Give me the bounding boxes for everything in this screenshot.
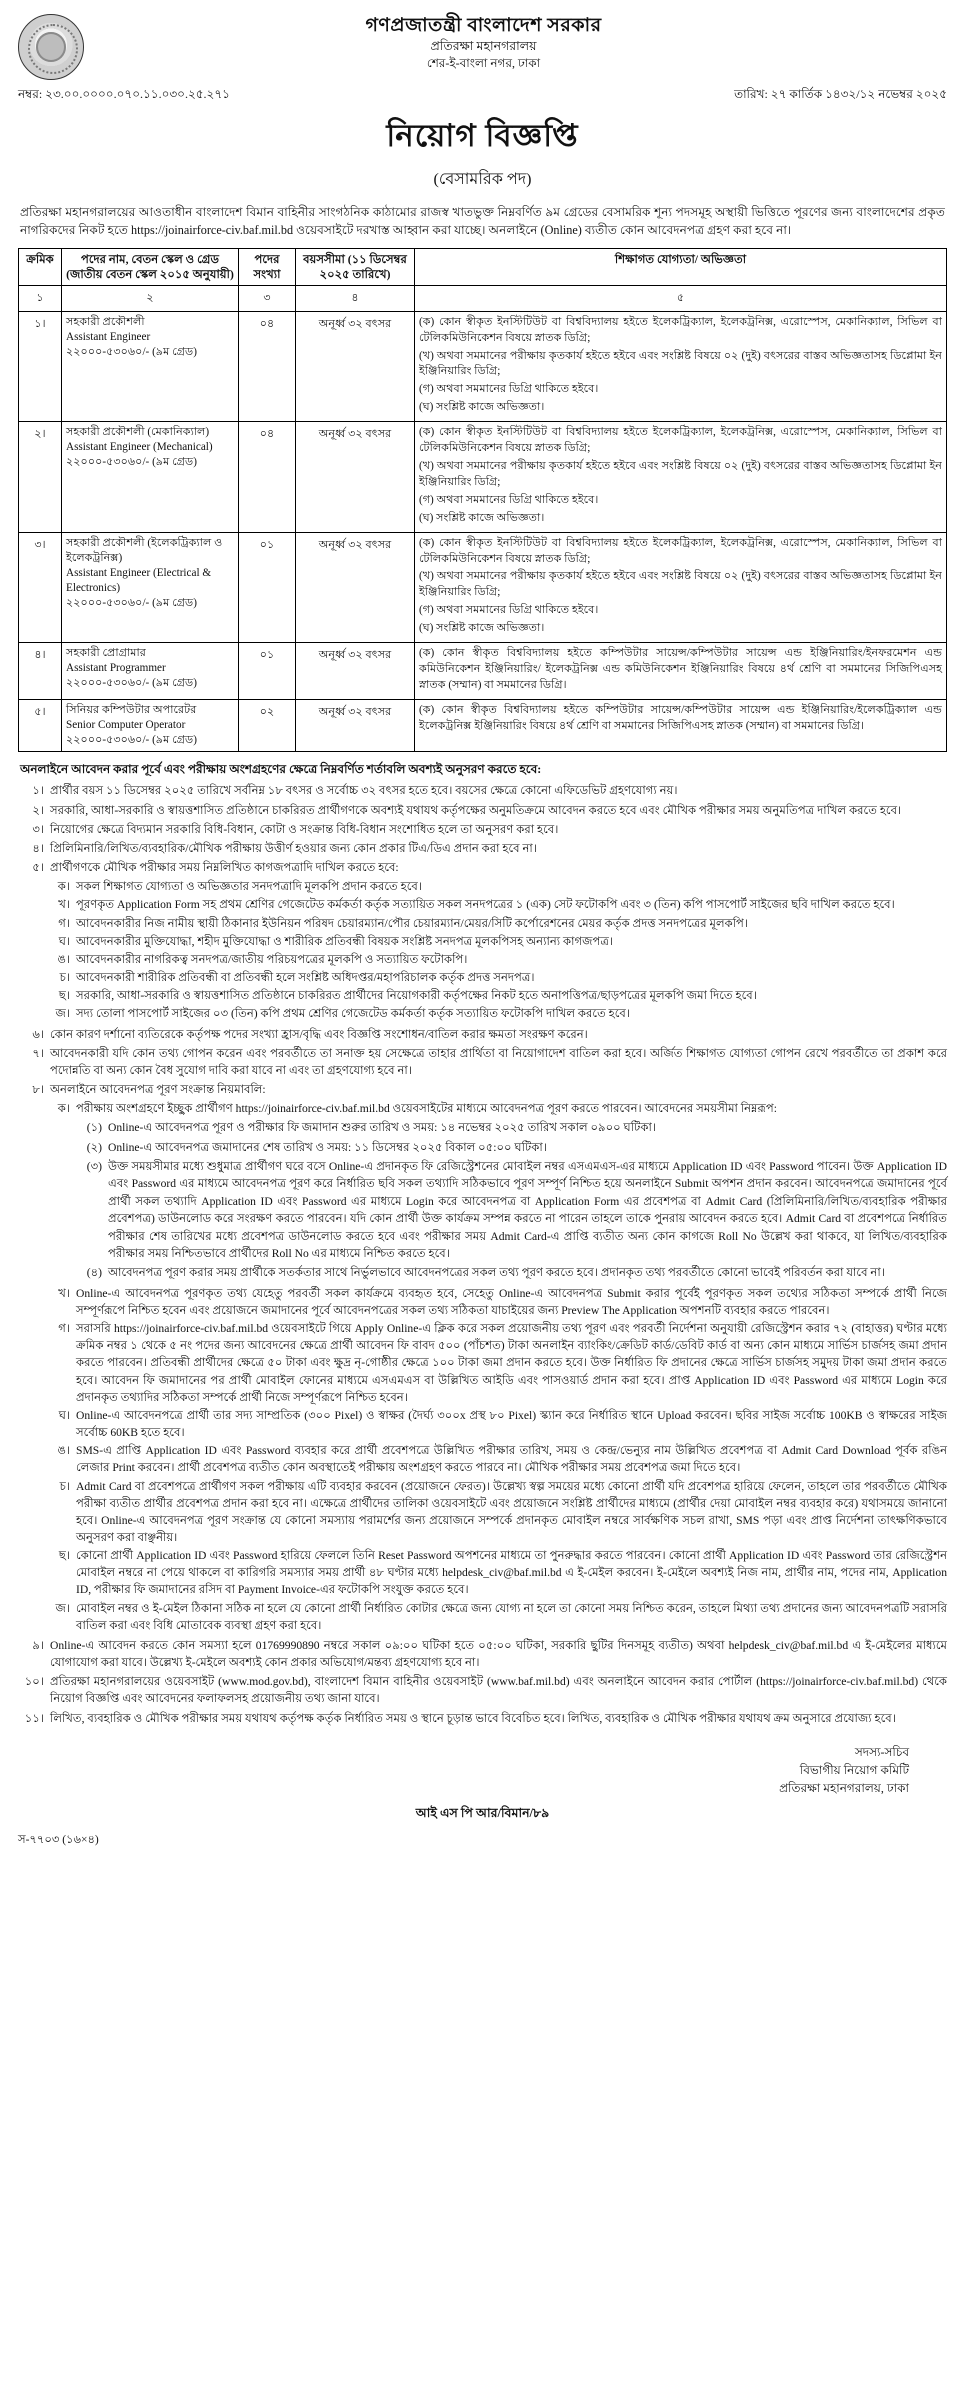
row-vacancy-count: ০১: [239, 643, 296, 700]
vacancy-table: [18, 248, 947, 752]
condition-sub-text: সরাসরি https://joinairforce-civ.baf.mil.bd ওয়েবসাইটে গিয়ে Apply Online-এ ক্লিক করে সকল প্রয়োজনীয় তথ্য পূরণ এবং পরবর্তী নির্দেশনা অনুযায়ী রেজিস্ট্রেশন করার ৭২ (বাহাত্তর) ঘণ্টার মধ্যে ক্রমিক নম্বর ১ থেকে ৫ নং পদের জন্য আবেদনের ক্ষেত্রে প্রার্থী আবেদন ফি বাবদ ৫০০ (পাঁচশত) টাকা অনলাইন ব্যাংকিং/ক্রেডিট কার্ড/ডেবিট কার্ড বা অন্য কোন মাধ্যমে সার্ভিস চার্জসহ জমা প্রদান করতে পারবেন। প্রতিবন্ধী প্রার্থীদের ক্ষেত্রে ৫০ টাকা এবং ক্ষুদ্র নৃ-গোষ্ঠীর ক্ষেত্রে ১০০ টাকা জমা প্রদান করতে হবে। উক্ত নির্ধারিত ফি প্রদানের ক্ষেত্রে সার্ভিস চার্জসহ সমুদয় টাকা জমা প্রদান করতে হবে। আবেদন ফি জমাদানের পর প্রার্থী মোবাইল ফোনের মাধ্যমে এসএমএস বা উল্লিখিত আইডি এবং পাসওয়ার্ড প্রদান করা হবে। প্রাপ্ত Application ID এবং Password এর মাধ্যমে Login করে প্রদানকৃত তথ্যাদির সঠিকতা সম্পর্কে প্রার্থী নিজে সম্পূর্ণরূপে নিশ্চিত হবেন।: [76, 1322, 947, 1404]
condition-sub-marker: ছ।: [58, 1549, 70, 1563]
condition-sub-text: পরীক্ষায় অংশগ্রহণে ইচ্ছুক প্রার্থীগণ https://joinairforce-civ.baf.mil.bd ওয়েবসাইটের মাধ্যমে আবেদনপত্র পূরণ করতে পারবেন। আবেদনের সময়সীমা নিম্নরূপ:: [76, 1102, 777, 1116]
qualification-line: (ঘ) সংশ্লিষ্ট কাজে অভিজ্ঞতা।: [419, 511, 545, 524]
signature-block: [18, 1743, 947, 1797]
condition-subsubitem: [76, 1158, 947, 1262]
col-post: পদের নাম, বেতন স্কেল ও গ্রেড (জাতীয় বেতন স্কেল ২০১৫ অনুযায়ী): [62, 248, 239, 285]
condition-body: [50, 802, 947, 819]
condition-sub-body: [76, 878, 947, 895]
condition-sub-marker: ঘ।: [58, 934, 70, 948]
ministry-name: প্রতিরক্ষা মহানগরালয়: [430, 38, 537, 53]
condition-subsub-text: Online-এ আবেদনপত্র পূরণ ও পরীক্ষার ফি জমাদান শুরুর তারিখ ও সময়: ১৪ নভেম্বর ২০২৫ তারিখ সকাল ০৯০০ ঘটিকা।: [108, 1121, 656, 1135]
condition-sub-marker: গ।: [58, 916, 70, 930]
condition-sub-body: [76, 1100, 947, 1284]
condition-subsub-marker: (৩): [86, 1160, 102, 1174]
condition-marker: ৬।: [32, 1027, 44, 1041]
table-body: [19, 311, 947, 751]
condition-text: প্রার্থীগণকে মৌখিক পরীক্ষার সময় নিম্নলিখিত কাগজপত্রাদি দাখিল করতে হবে:: [50, 861, 399, 875]
condition-sub-body: [76, 1407, 947, 1441]
row-serial: ৩।: [19, 532, 62, 642]
colnum-3: ৩: [239, 285, 296, 311]
condition-subitem: [50, 1478, 947, 1547]
condition-subitem: [50, 951, 947, 968]
condition-sub-marker: ক।: [57, 1102, 70, 1116]
condition-sub-marker: ছ।: [58, 989, 70, 1003]
condition-text: প্রিলিমিনারি/লিখিত/ব্যবহারিক/মৌখিক পরীক্ষায় উত্তীর্ণ হওয়ার জন্য কোন প্রকার টিএ/ডিএ প্রদান করা হবে না।: [50, 841, 537, 855]
qualification-line: (খ) অথবা সমমানের পরীক্ষায় কৃতকার্য হইতে হইবে এবং সংশ্লিষ্ট বিষয়ে ০২ (দুই) বৎসরের বাস্তব অভিজ্ঞতাসহ ডিপ্লোমা ইন ইঞ্জিনিয়ারিং ডিগ্রি;: [419, 570, 942, 599]
condition-sub-text: SMS-এ প্রাপ্তি Application ID এবং Password ব্যবহার করে প্রার্থী প্রবেশপত্রে উল্লিখিত পরীক্ষার তারিখ, সময় ও কেন্দ্র/ভেন্যুর নাম উল্লিখিত প্রবেশপত্র বা Admit Card Download পূর্বক রঙিন লেজার Print করবেন। প্রার্থী প্রবেশপত্র ব্যতীত কোন অবস্থাতেই পরীক্ষায় অংশগ্রহণ করতে পারবে না। মৌখিক পরীক্ষার সময় প্রবেশপত্র জমা দিতে হবে।: [76, 1444, 947, 1475]
condition-item: [18, 1081, 947, 1635]
page-title: নিয়োগ বিজ্ঞপ্তি: [386, 118, 579, 153]
post-name-en: Senior Computer Operator: [66, 718, 186, 731]
condition-subsubitem: [76, 1264, 947, 1281]
condition-subitem: [50, 1547, 947, 1598]
table-row: [19, 643, 947, 700]
memo-number: নম্বর: ২৩.০০.০০০০.০৭০.১১.০৩০.২৫.২৭১: [18, 87, 230, 101]
condition-sub-body: [76, 1005, 947, 1022]
condition-subitem: [50, 933, 947, 950]
colnum-4: ৪: [296, 285, 415, 311]
post-name-bn: সিনিয়র কম্পিউটার অপারেটর: [66, 703, 197, 716]
condition-sub-text: সরকারি, আধা-সরকারি ও স্বায়ত্তশাসিত প্রতিষ্ঠানে চাকরিরত প্রার্থীদের নিয়োগকারী কর্তৃপক্ষের নিকট হতে অনাপত্তিপত্র/ছাড়পত্রের মূলকপি জমা দিতে হবে।: [76, 989, 757, 1003]
qualification-line: (গ) অথবা সমমানের ডিগ্রি থাকিতে হইবে।: [419, 493, 599, 506]
col-qualification: শিক্ষাগত যোগ্যতা/ অভিজ্ঞতা: [415, 248, 947, 285]
row-vacancy-count: ০১: [239, 532, 296, 642]
row-post: [62, 311, 239, 421]
document-header: [18, 10, 947, 80]
condition-marker: ৮।: [32, 1082, 44, 1096]
condition-sublist: [50, 1100, 947, 1634]
condition-sub-text: মোবাইল নম্বর ও ই-মেইল ঠিকানা সঠিক না হলে যে কোনো প্রার্থী নির্ধারিত কোটার ক্ষেত্রে জন্য যোগ্য না হলে তা কোনো সময় নিশ্চিত করেন, তাহলে মিথ্যা তথ্য প্রদানের জন্য আবেদনপত্রটি সরাসরি বাতিল করা এবং বিধি মোতাবেক ব্যবস্থা গ্রহণ করা হবে।: [76, 1601, 947, 1632]
condition-body: [50, 1710, 947, 1727]
post-pay-scale: ২২০০০-৫৩০৬০/- (৯ম গ্রেড): [66, 345, 197, 358]
condition-sub-text: কোনো প্রার্থী Application ID এবং Password হারিয়ে ফেললে তিনি Reset Password অপশনের মাধ্যমে তা পুনরুদ্ধার করতে পারবেন। কোনো প্রার্থী Application ID এবং Password তার রেজিস্ট্রেশন মোবাইল নম্বরে না পেয়ে থাকলে বা কারিগরি সমস্যার সময় প্রার্থী ৪৮ ঘণ্টার মধ্যে helpdesk_civ@baf.mil.bd এ ই-মেইল করবেন। ই-মেইলে অবশ্যই নিজ নাম, প্রার্থীর নাম, পদের নাম, Application ID, পরীক্ষার ফি জমাদানের রসিদ বা Payment Invoice-এর ফটোকপি সংযুক্ত করতে হবে।: [76, 1549, 947, 1597]
row-age-limit: অনূর্ধ্ব ৩২ বৎসর: [296, 532, 415, 642]
qualification-line: (খ) অথবা সমমানের পরীক্ষায় কৃতকার্য হইতে হইবে এবং সংশ্লিষ্ট বিষয়ে ০২ (দুই) বৎসরের বাস্তব অভিজ্ঞতাসহ ডিপ্লোমা ইন ইঞ্জিনিয়ারিং ডিগ্রি;: [419, 349, 942, 378]
table-row: [19, 422, 947, 532]
row-serial: ২।: [19, 422, 62, 532]
condition-subitem: [50, 878, 947, 895]
condition-sub-text: পূরণকৃত Application Form সহ প্রথম শ্রেণির গেজেটেড কর্মকর্তা কর্তৃক সত্যায়িত সকল সনদপত্রের ১ (এক) সেট ফটোকপি এবং ৩ (তিন) কপি পাসপোর্ট সাইজের ছবি দাখিল করতে হবে।: [76, 898, 895, 912]
condition-text: অনলাইনে আবেদনপত্র পূরণ সংক্রান্ত নিয়মাবলি:: [50, 1082, 266, 1096]
row-age-limit: অনূর্ধ্ব ৩২ বৎসর: [296, 422, 415, 532]
row-age-limit: অনূর্ধ্ব ৩২ বৎসর: [296, 311, 415, 421]
post-name-en: Assistant Engineer (Electrical & Electronics): [66, 566, 212, 594]
condition-text: Online-এ আবেদন করতে কোন সমস্যা হলে 01769990890 নম্বরে সকাল ০৯:০০ ঘটিকা হতে ০৫:০০ ঘটিকা, সরকারি ছুটির দিনসমূহ ব্যতীত) অথবা helpdesk_civ@baf.mil.bd এ ই-মেইলের মাধ্যমে যোগাযোগ করা যাবে। উল্লেখ্য ই-মেইলে অবশ্যই কোন প্রকার অভিযোগ/মন্তব্য গ্রহণযোগ্য হবে না।: [50, 1638, 947, 1670]
condition-body: [50, 1045, 947, 1079]
col-count: পদের সংখ্যা: [239, 248, 296, 285]
condition-sub-marker: ঙ।: [57, 1444, 70, 1458]
condition-body: [50, 821, 947, 838]
conditions-heading: অনলাইনে আবেদন করার পূর্বে এবং পরীক্ষায় অংশগ্রহণের ক্ষেত্রে নিম্নবর্ণিত শর্তাবলি অবশ্যই অনুসরণ করতে হবে:: [20, 762, 542, 777]
condition-subitem: [50, 1320, 947, 1406]
condition-sub-marker: ঙ।: [57, 952, 70, 966]
row-vacancy-count: ০২: [239, 699, 296, 751]
condition-sub-text: Online-এ আবেদনপত্রে প্রার্থী তার সদ্য সাম্প্রতিক (৩০০ Pixel) ও স্বাক্ষর (দৈর্ঘ্য ৩০০x প্রস্থ ৮০ Pixel) স্ক্যান করে নির্ধারিত স্থানে Upload করবেন। ছবির সাইজ সর্বোচ্চ 100KB ও স্বাক্ষরের সাইজ সর্বোচ্চ 60KB হতে হবে।: [76, 1408, 947, 1440]
condition-body: [50, 1637, 947, 1671]
condition-item: [18, 802, 947, 819]
print-code: স-৭৭০৩ (১৬×৪): [18, 1833, 99, 1846]
condition-item: [18, 1710, 947, 1727]
condition-subitem: [50, 969, 947, 986]
condition-subsub-text: উক্ত সময়সীমার মধ্যে শুধুমাত্র প্রার্থীগণ ঘরে বসে Online-এ প্রদানকৃত ফি রেজিস্ট্রেশনের মোবাইল নম্বর এসএমএস-এর মাধ্যমে Application ID এবং Password পাবেন। উক্ত Application ID এবং Password এর মাধ্যমে আবেদনপত্র পূরণ করে নির্ধারিত ছবি সকল তথ্যাদি সঠিকভাবে পূরণ সম্পূর্ণ নিশ্চিত হয়ে অনলাইনে Submit অপশন প্রদান করবেন। আবেদনপত্রে জমাদানের পূর্বে প্রার্থী সকল তথ্যাদি Application ID এবং Password এর মাধ্যমে Login করে আবেদনপত্র বা Application Form এর প্রবেশপত্র বা Admit Card (প্রিলিমিনারি/লিখিত/ব্যবহারিক পরীক্ষার প্রবেশপত্র) ডাউনলোড করে সংরক্ষণ করতে পারবেন। যদি কোন প্রার্থী উক্ত কার্যক্রম সম্পন্ন করতে না পারেন তাহলে তাকে পুনরায় আবেদন করতে হবে। Admit Card বা প্রবেশপত্রে নির্ধারিত পরীক্ষার শেষ তারিখের মধ্যে প্রবেশপত্র ডাউনলোড করতে হবে এবং পরীক্ষার সময় Admit Card-এ প্রাপ্তি ব্যতীত অন্য কোন কাগজে Roll No উল্লেখ করা থাকবে, যা লিখিত/ব্যবহারিক পরীক্ষার সময় নিশ্চিতভাবে প্রার্থীদের Roll No এর মাধ্যমে নিশ্চিত করতে হবে।: [108, 1160, 947, 1261]
government-emblem-icon: [18, 14, 84, 80]
col-age: বয়সসীমা (১১ ডিসেম্বর ২০২৫ তারিখে): [296, 248, 415, 285]
government-name: গণপ্রজাতন্ত্রী বাংলাদেশ সরকার: [365, 15, 602, 36]
row-age-limit: অনূর্ধ্ব ৩২ বৎসর: [296, 643, 415, 700]
row-age-limit: অনূর্ধ্ব ৩২ বৎসর: [296, 699, 415, 751]
condition-sub-text: সকল শিক্ষাগত যোগ্যতা ও অভিজ্ঞতার সনদপত্রাদি মূলকপি প্রদান করতে হবে।: [76, 880, 422, 894]
row-post: [62, 532, 239, 642]
condition-sub-body: [76, 1285, 947, 1319]
qualification-line: (ক) কোন স্বীকৃত ইনস্টিটিউট বা বিশ্ববিদ্যালয় হইতে ইলেকট্রিক্যাল, ইলেকট্রনিক্স, এরোস্পেস, মেকানিক্যাল, সিভিল বা টেলিকমিউনিকেশন বিষয়ে স্নাতক ডিগ্রি;: [419, 426, 942, 455]
qualification-line: (গ) অথবা সমমানের ডিগ্রি থাকিতে হইবে।: [419, 604, 599, 617]
condition-item: [18, 840, 947, 857]
condition-marker: ২।: [32, 803, 44, 817]
post-pay-scale: ২২০০০-৫৩০৬০/- (৯ম গ্রেড): [66, 456, 197, 469]
condition-subsub-marker: (২): [86, 1140, 102, 1154]
row-vacancy-count: ০৪: [239, 422, 296, 532]
condition-marker: ১।: [32, 784, 44, 798]
qualification-line: (ঘ) সংশ্লিষ্ট কাজে অভিজ্ঞতা।: [419, 401, 545, 414]
table-row: [19, 532, 947, 642]
condition-marker: ৯।: [32, 1638, 44, 1652]
condition-marker: ১১।: [24, 1711, 44, 1725]
intro-paragraph: প্রতিরক্ষা মহানগরালয়ের আওতাধীন বাংলাদেশ বিমান বাহিনীর সাংগঠনিক কাঠামোর রাজস্ব খাতভুক্ত নিম্নবর্ণিত ৯ম গ্রেডের বেসামরিক শূন্য পদসমূহ অস্থায়ী ভিত্তিতে পূরণের জন্য বাংলাদেশের প্রকৃত নাগরিকদের নিকট হতে https://joinairforce-civ.baf.mil.bd ওয়েবসাইটে দরখাস্ত আহ্বান করা যাচ্ছে। অনলাইনে (Online) ব্যতীত কোন আবেদনপত্র গ্রহণ করা হবে না।: [20, 205, 945, 238]
condition-sub-body: [76, 1600, 947, 1634]
condition-body: [50, 1081, 947, 1635]
condition-sub-body: [76, 969, 947, 986]
condition-sub-marker: খ।: [58, 898, 70, 912]
conditions-list: [18, 782, 947, 1726]
row-serial: ৫।: [19, 699, 62, 751]
condition-sub-marker: চ।: [59, 971, 70, 985]
condition-subitem: [50, 1285, 947, 1319]
qualification-line: (ক) কোন স্বীকৃত বিশ্ববিদ্যালয় হইতে কম্পিউটার সায়েন্স/কম্পিউটার সায়েন্স এন্ড ইঞ্জিনিয়ারিং/ইলেকট্রিক্যাল এন্ড ইলেকট্রনিক্স ইঞ্জিনিয়ারিং বিষয়ে ৪র্থ শ্রেণি বা সমমানের সিজিপিএসহ স্নাতক (সম্মান) বা সমমানের ডিগ্রি।: [419, 703, 942, 732]
condition-item: [18, 1026, 947, 1043]
row-qualification: [415, 643, 947, 700]
condition-marker: ৭।: [32, 1046, 44, 1060]
ministry-address: শের-ই-বাংলা নগর, ঢাকা: [426, 55, 541, 70]
condition-sub-body: [76, 1320, 947, 1406]
post-pay-scale: ২২০০০-৫৩০৬০/- (৯ম গ্রেড): [66, 733, 197, 746]
post-name-bn: সহকারী প্রকৌশলী (মেকানিক্যাল): [66, 426, 210, 439]
condition-item: [18, 1673, 947, 1707]
condition-subitem: [50, 1005, 947, 1022]
condition-body: [50, 859, 947, 1023]
condition-subsubitem: [76, 1139, 947, 1156]
qualification-line: (খ) অথবা সমমানের পরীক্ষায় কৃতকার্য হইতে হইবে এবং সংশ্লিষ্ট বিষয়ে ০২ (দুই) বৎসরের বাস্তব অভিজ্ঞতাসহ ডিপ্লোমা ইন ইঞ্জিনিয়ারিং ডিগ্রি;: [419, 459, 942, 488]
condition-sub-text: Online-এ আবেদনপত্র পূরণকৃত তথ্য যেহেতু পরবর্তী সকল কার্যক্রমে ব্যবহৃত হবে, সেহেতু Online-এ আবেদনপত্র Submit করার পূর্বেই পূরণকৃত সকল তথ্যের সঠিকতা সম্পর্কে প্রার্থী নিজে সম্পূর্ণরূপে নিশ্চিত হবেন এবং প্রয়োজনে জমাদানের পূর্বে আবেদনপত্রের সকল তথ্য সঠিকতা যাচাইয়ের জন্য Preview The Application অপশনটি ব্যবহার করতে পারবেন।: [76, 1286, 947, 1317]
page-subtitle: (বেসামরিক পদ): [433, 171, 532, 188]
row-serial: ১।: [19, 311, 62, 421]
condition-item: [18, 782, 947, 799]
condition-item: [18, 859, 947, 1023]
condition-sub-text: আবেদনকারীর মুক্তিযোদ্ধা, শহীদ মুক্তিযোদ্ধা ও শারীরিক প্রতিবন্ধী বিষয়ক সংশ্লিষ্ট সনদপত্র মূলকপিসহ অন্যান্য কাগজপত্র।: [76, 934, 613, 948]
memo-row: [18, 86, 947, 106]
condition-sub-text: Admit Card বা প্রবেশপত্রে প্রার্থীগণ সকল পরীক্ষায় এটি ব্যবহার করবেন (প্রয়োজনে ফেরত)। উল্লেখ্য স্বল্প সময়ের মধ্যে কোনো প্রার্থী যদি প্রবেশপত্র হারিয়ে ফেলেন, তাহলে তার পরবর্তীতে মৌখিক পরীক্ষা ব্যতীত প্রার্থীর প্রবেশপত্র প্রদান করা হবে না। এক্ষেত্রে প্রার্থীদের তালিকা ওয়েবসাইটে এবং প্রয়োজনে সংশ্লিষ্ট প্রার্থীদের মাধ্যমে (প্রার্থীর দেয়া মোবাইল নম্বর ব্যবহার করে) যথাসময়ে জানানো হবে। Online-এ আবেদনপত্র পূরণ সংক্রান্ত যে কোনো সমস্যায় পরামর্শের জন্য প্রয়োজনে সম্পর্কে প্রদানকৃত মোবাইল নম্বরে সার্বক্ষণিক সচল রাখা, SMS পড়া এবং প্রাপ্ত নির্দেশনা তাৎক্ষণিকভাবে অনুসরণ করা বাঞ্ছনীয়।: [76, 1479, 947, 1544]
condition-sub-marker: ক।: [57, 880, 70, 894]
condition-text: সরকারি, আধা-সরকারি ও স্বায়ত্তশাসিত প্রতিষ্ঠানে চাকরিরত প্রার্থীগণকে অবশ্যই যথাযথ কর্তৃপক্ষের অনুমতিক্রমে আবেদন করতে হবে এবং মৌখিক পরীক্ষার সময় অনুমতিপত্র দাখিল করতে হবে।: [50, 803, 902, 817]
condition-sub-body: [76, 1442, 947, 1476]
condition-sub-body: [76, 951, 947, 968]
table-column-number-row: [19, 285, 947, 311]
condition-text: কোন কারণ দর্শানো ব্যতিরেকে কর্তৃপক্ষ পদের সংখ্যা হ্রাস/বৃদ্ধি এবং বিজ্ঞপ্তি সংশোধন/বাতিল করার ক্ষমতা সংরক্ষণ করেন।: [50, 1027, 588, 1041]
condition-item: [18, 1045, 947, 1079]
condition-sub-body: [76, 1478, 947, 1547]
condition-subsublist: [76, 1119, 947, 1282]
condition-body: [50, 840, 947, 857]
signatory-office: প্রতিরক্ষা মহানগরালয়, ঢাকা: [779, 1780, 909, 1795]
condition-marker: ৩।: [32, 822, 44, 836]
condition-subsub-marker: (৪): [86, 1266, 102, 1280]
condition-sub-marker: জ।: [55, 1601, 70, 1615]
colnum-5: ৫: [415, 285, 947, 311]
condition-text: আবেদনকারী যদি কোন তথ্য গোপন করেন এবং পরবর্তীতে তা সনাক্ত হয় সেক্ষেত্রে তাহার প্রার্থিতা বা নিয়োগাদেশ বাতিল করা হবে। অর্জিত শিক্ষাগত যোগ্যতা গোপন রেখে পরবর্তীতে তা প্রকাশ করে পদোন্নতি বা অন্য কোন বৈধ সুযোগ দাবি করা যাবে না এবং তা গ্রহণযোগ্য হবে না।: [50, 1046, 947, 1077]
post-name-en: Assistant Programmer: [66, 662, 166, 675]
header-text-block: [94, 14, 873, 71]
condition-sub-marker: ঘ।: [58, 1408, 70, 1422]
row-vacancy-count: ০৪: [239, 311, 296, 421]
condition-sub-body: [76, 1547, 947, 1598]
post-name-bn: সহকারী প্রকৌশলী: [66, 315, 145, 328]
post-name-bn: সহকারী প্রকৌশলী (ইলেকট্রিক্যাল ও ইলেকট্রনিক্স): [66, 536, 223, 564]
condition-subitem: [50, 915, 947, 932]
condition-body: [50, 1026, 947, 1043]
qualification-line: (ঘ) সংশ্লিষ্ট কাজে অভিজ্ঞতা।: [419, 622, 545, 635]
condition-item: [18, 821, 947, 838]
signatory-committee: বিভাগীয় নিয়োগ কমিটি: [799, 1762, 909, 1777]
table-row: [19, 311, 947, 421]
condition-subitem: [50, 896, 947, 913]
signatory-designation: সদস্য-সচিব: [854, 1744, 909, 1759]
condition-item: [18, 1637, 947, 1671]
condition-subsub-marker: (১): [86, 1121, 102, 1135]
col-serial: ক্রমিক: [19, 248, 62, 285]
post-pay-scale: ২২০০০-৫৩০৬০/- (৯ম গ্রেড): [66, 597, 197, 610]
table-row: [19, 699, 947, 751]
condition-sub-text: আবেদনকারীর নাগরিকত্ব সনদপত্র/জাতীয় পরিচয়পত্রের মূলকপি ও সত্যায়িত ফটোকপি।: [76, 952, 468, 966]
qualification-line: (ক) কোন স্বীকৃত ইনস্টিটিউট বা বিশ্ববিদ্যালয় হইতে ইলেকট্রিক্যাল, ইলেকট্রনিক্স, এরোস্পেস, মেকানিক্যাল, সিভিল বা টেলিকমিউনিকেশন বিষয়ে স্নাতক ডিগ্রি;: [419, 315, 942, 344]
condition-sublist: [50, 878, 947, 1022]
colnum-1: ১: [19, 285, 62, 311]
post-name-en: Assistant Engineer (Mechanical): [66, 441, 213, 454]
row-serial: ৪।: [19, 643, 62, 700]
qualification-line: (ক) কোন স্বীকৃত ইনস্টিটিউট বা বিশ্ববিদ্যালয় হইতে ইলেকট্রিক্যাল, ইলেকট্রনিক্স, এরোস্পেস, মেকানিক্যাল, সিভিল বা টেলিকমিউনিকেশন বিষয়ে স্নাতক ডিগ্রি;: [419, 536, 942, 565]
row-post: [62, 643, 239, 700]
row-post: [62, 699, 239, 751]
condition-subsubitem: [76, 1119, 947, 1136]
condition-sub-marker: গ।: [58, 1322, 70, 1336]
condition-subsub-text: Online-এ আবেদনপত্র জমাদানের শেষ তারিখ ও সময়: ১১ ডিসেম্বর ২০২৫ বিকাল ০৫:০০ ঘটিকা।: [108, 1140, 547, 1154]
condition-sub-body: [76, 987, 947, 1004]
table-header-row: [19, 248, 947, 285]
row-qualification: [415, 422, 947, 532]
condition-subitem: [50, 1442, 947, 1476]
condition-sub-body: [76, 896, 947, 913]
condition-sub-body: [76, 933, 947, 950]
condition-sub-body: [76, 915, 947, 932]
post-pay-scale: ২২০০০-৫৩০৬০/- (৯ম গ্রেড): [66, 677, 197, 690]
condition-body: [50, 1673, 947, 1707]
condition-subitem: [50, 1100, 947, 1284]
condition-sub-text: সদ্য তোলা পাসপোর্ট সাইজের ০৩ (তিন) কপি প্রথম শ্রেণির গেজেটেড কর্মকর্তা কর্তৃক সত্যায়িত ফটোকপি দাখিল করতে হবে।: [76, 1007, 631, 1021]
condition-text: প্রার্থীর বয়স ১১ ডিসেম্বর ২০২৫ তারিখে সর্বনিম্ন ১৮ বৎসর ও সর্বোচ্চ ৩২ বৎসর হতে হবে। বয়সের ক্ষেত্রে কোনো এফিডেভিট গ্রহণযোগ্য নয়।: [50, 784, 678, 798]
condition-marker: ১০।: [24, 1675, 44, 1689]
memo-date: তারিখ: ২৭ কার্তিক ১৪৩২/১২ নভেম্বর ২০২৫: [734, 87, 947, 101]
post-name-en: Assistant Engineer: [66, 330, 151, 343]
row-qualification: [415, 699, 947, 751]
condition-text: নিয়োগের ক্ষেত্রে বিদ্যমান সরকারি বিধি-বিধান, কোটা ও সংক্রান্ত বিধি-বিধান সংশোধিত হলে তা অনুসরণ করা হবে।: [50, 822, 559, 836]
qualification-line: (ক) কোন স্বীকৃত বিশ্ববিদ্যালয় হইতে কম্পিউটার সায়েন্স/কম্পিউটার সায়েন্স এন্ড ইঞ্জিনিয়ারিং/ইনফরমেশন এন্ড কমিউনিকেশন ইঞ্জিনিয়ারিং/ ইলেকট্রনিক্স এন্ড কমিউনিকেশন ইঞ্জিনিয়ারিং বিষয়ে ৪র্থ শ্রেণি বা সমমানের সিজিপিএসহ স্নাতক (সম্মান) বা সমমানের ডিগ্রি।: [419, 647, 942, 691]
qualification-line: (গ) অথবা সমমানের ডিগ্রি থাকিতে হইবে।: [419, 383, 599, 396]
condition-sub-text: আবেদনকারী শারীরিক প্রতিবন্ধী বা প্রতিবন্ধী হলে সংশ্লিষ্ট অধিদপ্তর/মহাপরিচালক কর্তৃক প্রদত্ত সনদপত্র।: [76, 971, 535, 985]
row-qualification: [415, 532, 947, 642]
row-post: [62, 422, 239, 532]
condition-subitem: [50, 987, 947, 1004]
condition-sub-marker: জ।: [55, 1007, 70, 1021]
condition-body: [50, 782, 947, 799]
condition-sub-text: আবেদনকারীর নিজ নামীয় স্থায়ী ঠিকানার ইউনিয়ন পরিষদ চেয়ারম্যান/পৌর চেয়ারম্যান/মেয়র/সিটি কর্পোরেশনের মেয়র কর্তৃক প্রদত্ত সনদপত্রের মূলকপি।: [76, 916, 749, 930]
condition-marker: ৫।: [32, 861, 44, 875]
condition-subitem: [50, 1600, 947, 1634]
condition-marker: ৪।: [32, 841, 44, 855]
condition-sub-marker: চ।: [59, 1479, 70, 1493]
colnum-2: ২: [62, 285, 239, 311]
row-qualification: [415, 311, 947, 421]
condition-text: লিখিত, ব্যবহারিক ও মৌখিক পরীক্ষার সময় যথাযথ কর্তৃপক্ষ কর্তৃক নির্ধারিত সময় ও স্থানে চূড়ান্ত ভাবে বিবেচিত হবে। লিখিত, ব্যবহারিক ও মৌখিক পরীক্ষার যথাযথ ক্রম অনুসারে প্রযোজ্য হবে।: [50, 1711, 896, 1725]
condition-subsub-text: আবেদনপত্র পূরণ করার সময় প্রার্থীকে সতর্কতার সাথে নির্ভুলভাবে আবেদনপত্রের সকল তথ্য পূরণ করতে হবে। প্রদানকৃত তথ্য পরবর্তীতে কোনো ভাবেই পরিবর্তন করা যাবে না।: [108, 1266, 885, 1280]
post-name-bn: সহকারী প্রোগ্রামার: [66, 647, 146, 660]
condition-sub-marker: খ।: [58, 1286, 70, 1300]
isp-reference: আই এস পি আর/বিমান/৮৯: [415, 1805, 550, 1820]
condition-subitem: [50, 1407, 947, 1441]
condition-text: প্রতিরক্ষা মহানগরালয়ের ওয়েবসাইট (www.mod.gov.bd), বাংলাদেশ বিমান বাহিনীর ওয়েবসাইট (www.baf.mil.bd) এবং অনলাইনে আবেদন করার পোর্টাল (https://joinairforce-civ.baf.mil.bd) থেকে নিয়োগ বিজ্ঞপ্তি এবং আবেদনের ফলাফলসহ প্রয়োজনীয় তথ্য জানা যাবে।: [50, 1675, 947, 1706]
